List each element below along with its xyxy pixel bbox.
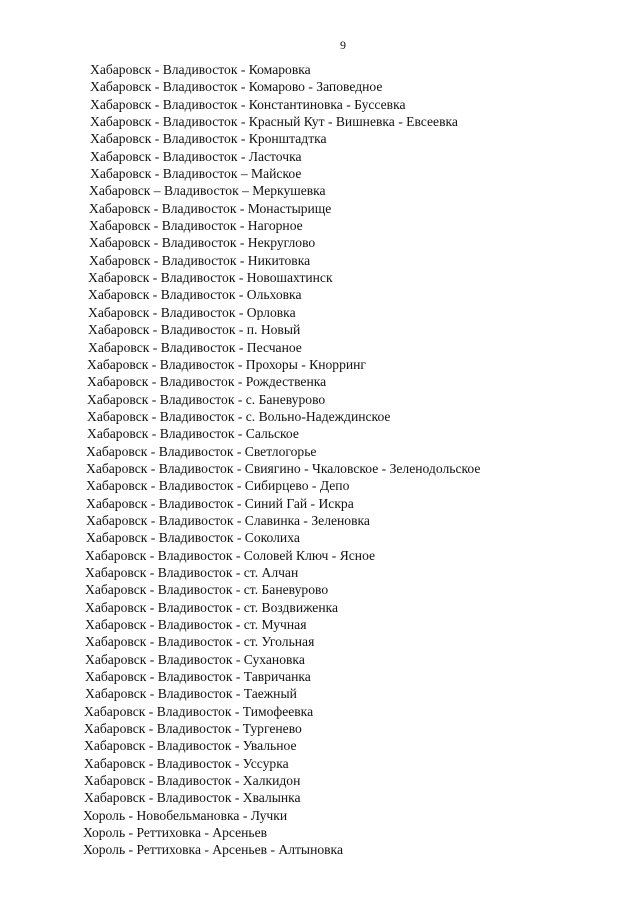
route-line: Хабаровск - Владивосток - Светлогорье [86,443,317,459]
route-line: Хабаровск - Владивосток - Комаровка [90,62,311,77]
route-line: Хабаровск - Владивосток - Комарово - Заповедное [90,79,383,95]
route-line: Хабаровск - Владивосток - Соловей Ключ - Ясное [85,547,376,563]
route-line: Хабаровск - Владивосток - Прохоры - Кнорринг [87,356,367,372]
route-line: Хабаровск - Владивосток - Таежный [85,686,297,702]
route-line: Хороль - Реттиховка - Арсеньев - Алтыновка [83,842,343,858]
route-list [0,61,480,859]
route-line: Хабаровск - Владивосток - Песчаное [88,339,302,355]
route-line: Хабаровск - Владивосток - п. Новый [88,322,301,338]
route-line: Хабаровск - Владивосток - Новошахтинск [88,270,333,286]
route-line: Хабаровск - Владивосток - Свиягино - Чкаловское - Зеленодольское [86,460,481,476]
route-line: Хабаровск - Владивосток - Орловка [88,304,296,320]
route-line: Хабаровск - Владивосток - Кронштадтка [90,131,327,147]
page-number: 9 [340,38,346,52]
route-line: Хабаровск - Владивосток - Константиновка - Буссевка [90,96,406,112]
route-line: Хабаровск - Владивосток - Соколиха [86,530,300,546]
route-line: Хабаровск - Владивосток - ст. Баневурово [85,582,329,598]
route-line: Хабаровск - Владивосток - Славинка - Зеленовка [86,512,370,528]
route-line: Хабаровск - Владивосток - ст. Мучная [85,617,307,632]
route-line: Хабаровск - Владивосток - с. Вольно-Надеждинское [87,408,391,424]
route-line: Хабаровск - Владивосток - Некруглово [89,235,316,251]
route-line: Хабаровск - Владивосток - Сухановка [85,651,305,667]
route-line: Хороль - Новобельмановка - Лучки [83,807,288,823]
route-line: Хабаровск - Владивосток - ст. Угольная [85,634,315,650]
route-line: Хабаровск - Владивосток – Майское [90,166,302,182]
route-line: Хабаровск - Владивосток - ст. Алчан [85,564,299,580]
route-line: Хабаровск - Владивосток - Монастырище [89,200,332,216]
route-line: Хабаровск - Владивосток - Сальское [87,426,299,442]
route-line: Хабаровск - Владивосток - Синий Гай - Искра [86,495,354,511]
route-line: Хабаровск - Владивосток - Тургенево [84,721,302,737]
route-line: Хабаровск - Владивосток - Хвалынка [84,790,301,806]
route-line: Хороль - Реттиховка - Арсеньев [83,825,268,841]
route-line: Хабаровск - Владивосток - ст. Воздвиженка [85,599,339,615]
route-line: Хабаровск - Владивосток - Халкидон [84,773,301,789]
route-line: Хабаровск - Владивосток - Тимофеевка [84,703,314,719]
route-line: Хабаровск – Владивосток – Меркушевка [89,183,326,199]
route-line: Хабаровск - Владивосток - Сибирцево - Депо [86,478,350,494]
route-line: Хабаровск - Владивосток - Нагорное [89,218,303,234]
route-line: Хабаровск - Владивосток - Ольховка [88,287,302,303]
route-line: Хабаровск - Владивосток - Тавричанка [85,669,311,685]
route-line: Хабаровск - Владивосток - Ласточка [90,148,302,164]
route-line: Хабаровск - Владивосток - Уссурка [84,755,289,771]
route-line: Хабаровск - Владивосток - Рождественка [87,374,327,390]
route-line: Хабаровск - Владивосток - Никитовка [89,252,311,268]
route-line: Хабаровск - Владивосток - Красный Кут - Вишневка - Евсеевка [90,114,458,130]
route-line: Хабаровск - Владивосток - с. Баневурово [87,391,326,407]
route-line: Хабаровск - Владивосток - Увальное [84,738,297,754]
